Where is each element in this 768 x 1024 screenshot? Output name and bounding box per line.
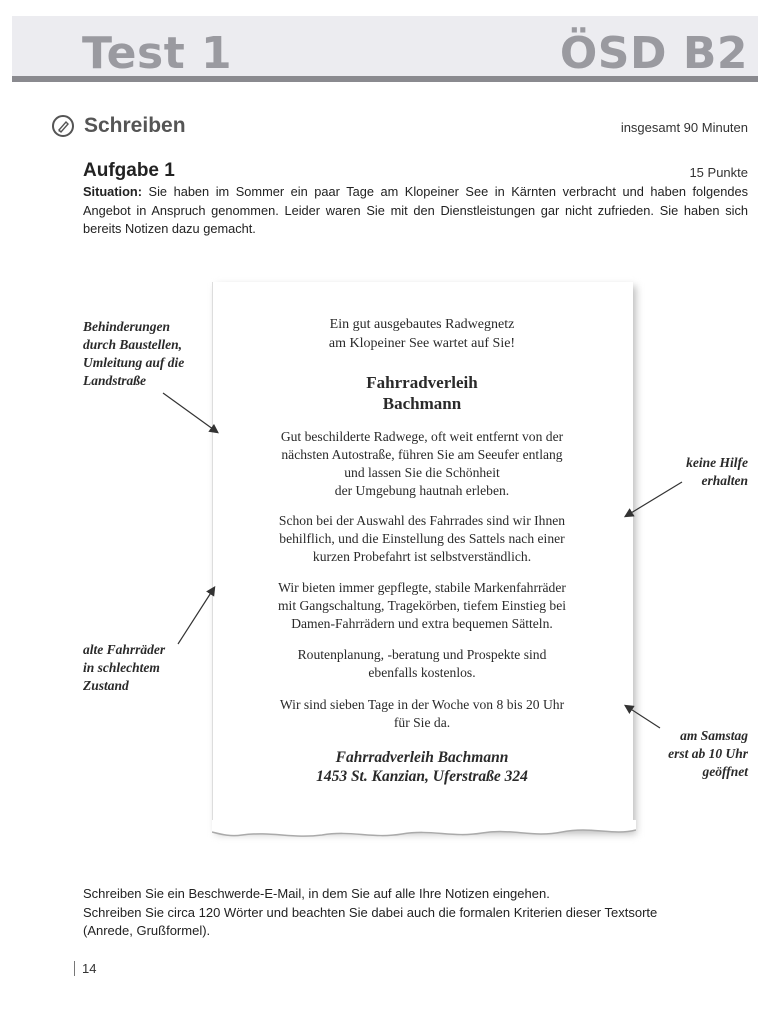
test-title: Test 1	[82, 28, 233, 79]
ad-company-line: Fahrradverleih	[366, 373, 478, 392]
arrow-construction	[163, 393, 217, 432]
ad-intro-line: Ein gut ausgebautes Radwegnetz	[329, 317, 515, 332]
note-line: alte Fahrräder	[83, 642, 166, 657]
note-line: Landstraße	[83, 373, 147, 388]
ad-line: Gut beschilderte Radwege, oft weit entfernt von der	[280, 429, 564, 444]
instruction-line: (Anrede, Grußformel).	[83, 923, 211, 938]
page-number: 14	[82, 961, 97, 976]
ad-line: mit Gangschaltung, Tragekörben, tiefem Einstieg bei	[277, 598, 567, 613]
writing-instructions	[83, 885, 743, 941]
ad-paragraph-4	[212, 646, 632, 682]
ad-line: der Umgebung hautnah erleben.	[334, 483, 510, 498]
note-line: am Samstag	[680, 728, 748, 743]
ad-paragraph-5	[212, 696, 632, 732]
situation-label: Situation:	[83, 184, 142, 199]
ad-intro-line: am Klopeiner See wartet auf Sie!	[328, 336, 516, 351]
ad-line: Damen-Fahrrädern und extra bequemen Sätteln.	[291, 616, 553, 631]
ad-line: und lassen Sie die Schönheit	[344, 465, 500, 480]
section-header	[52, 114, 748, 142]
ad-line: ebenfalls kostenlos.	[368, 665, 476, 680]
ad-paragraph-2	[212, 512, 632, 566]
ad-line: Routenplanung, -beratung und Prospekte sind	[297, 647, 547, 662]
instruction-line: Schreiben Sie ein Beschwerde-E-Mail, in dem Sie auf alle Ihre Notizen eingehen.	[83, 886, 550, 901]
note-line: durch Baustellen,	[83, 337, 183, 352]
section-title: Schreiben	[84, 114, 186, 137]
ad-intro	[212, 315, 632, 353]
exam-level: ÖSD B2	[559, 28, 748, 79]
note-line: Zustand	[83, 678, 129, 693]
note-line: geöffnet	[702, 764, 748, 779]
note-line: erst ab 10 Uhr	[668, 746, 748, 761]
ad-line: Wir bieten immer gepflegte, stabile Markenfahrräder	[278, 580, 566, 595]
note-line: erhalten	[701, 473, 748, 488]
ad-line: für Sie da.	[393, 715, 451, 730]
situation-body: Sie haben im Sommer ein paar Tage am Klopeiner See in Kärnten verbracht und haben folgendes Angebot in Anspruch genommen. Leider waren Sie mit den Dienstleistungen gar nicht zufrieden. Sie haben sich bereits Notizen dazu gemacht.	[83, 184, 748, 236]
arrow-old-bikes	[178, 588, 214, 644]
ad-paragraph-3	[212, 579, 632, 633]
note-no-help	[638, 454, 748, 490]
ad-signature-line: Fahrradverleih Bachmann	[335, 749, 509, 766]
note-line: Umleitung auf die	[83, 355, 185, 370]
pencil-circle-icon	[52, 115, 74, 137]
ad-line: behilflich, und die Einstellung des Sattels nach einer	[279, 531, 565, 546]
ad-company-line: Bachmann	[382, 394, 462, 413]
task-title: Aufgabe 1	[83, 160, 175, 181]
task-points: 15 Punkte	[689, 165, 748, 180]
total-time: insgesamt 90 Minuten	[620, 120, 748, 135]
note-line: Behinderungen	[83, 319, 171, 334]
page-number-divider	[74, 961, 75, 976]
ad-paragraph-1	[212, 428, 632, 500]
ad-line: Wir sind sieben Tage in der Woche von 8 bis 20 Uhr	[279, 697, 565, 712]
ad-line: nächsten Autostraße, führen Sie am Seeufer entlang	[281, 447, 563, 462]
ad-signature-line: 1453 St. Kanzian, Uferstraße 324	[316, 768, 528, 785]
note-line: keine Hilfe	[686, 455, 748, 470]
ad-line: kurzen Probefahrt ist selbstverständlich.	[312, 549, 532, 564]
header-band	[12, 16, 758, 82]
ad-signature	[212, 748, 632, 786]
instruction-line: Schreiben Sie circa 120 Wörter und beachten Sie dabei auch die formalen Kriterien dieser Textsorte	[83, 904, 658, 920]
torn-paper-edge	[212, 820, 636, 842]
note-line: in schlechtem	[83, 660, 160, 675]
ad-company-name	[212, 372, 632, 414]
note-old-bikes	[83, 641, 203, 695]
note-construction	[83, 318, 213, 390]
note-saturday-hours	[638, 727, 748, 781]
ad-line: Schon bei der Auswahl des Fahrrades sind wir Ihnen	[278, 513, 566, 528]
situation-text	[83, 183, 748, 239]
